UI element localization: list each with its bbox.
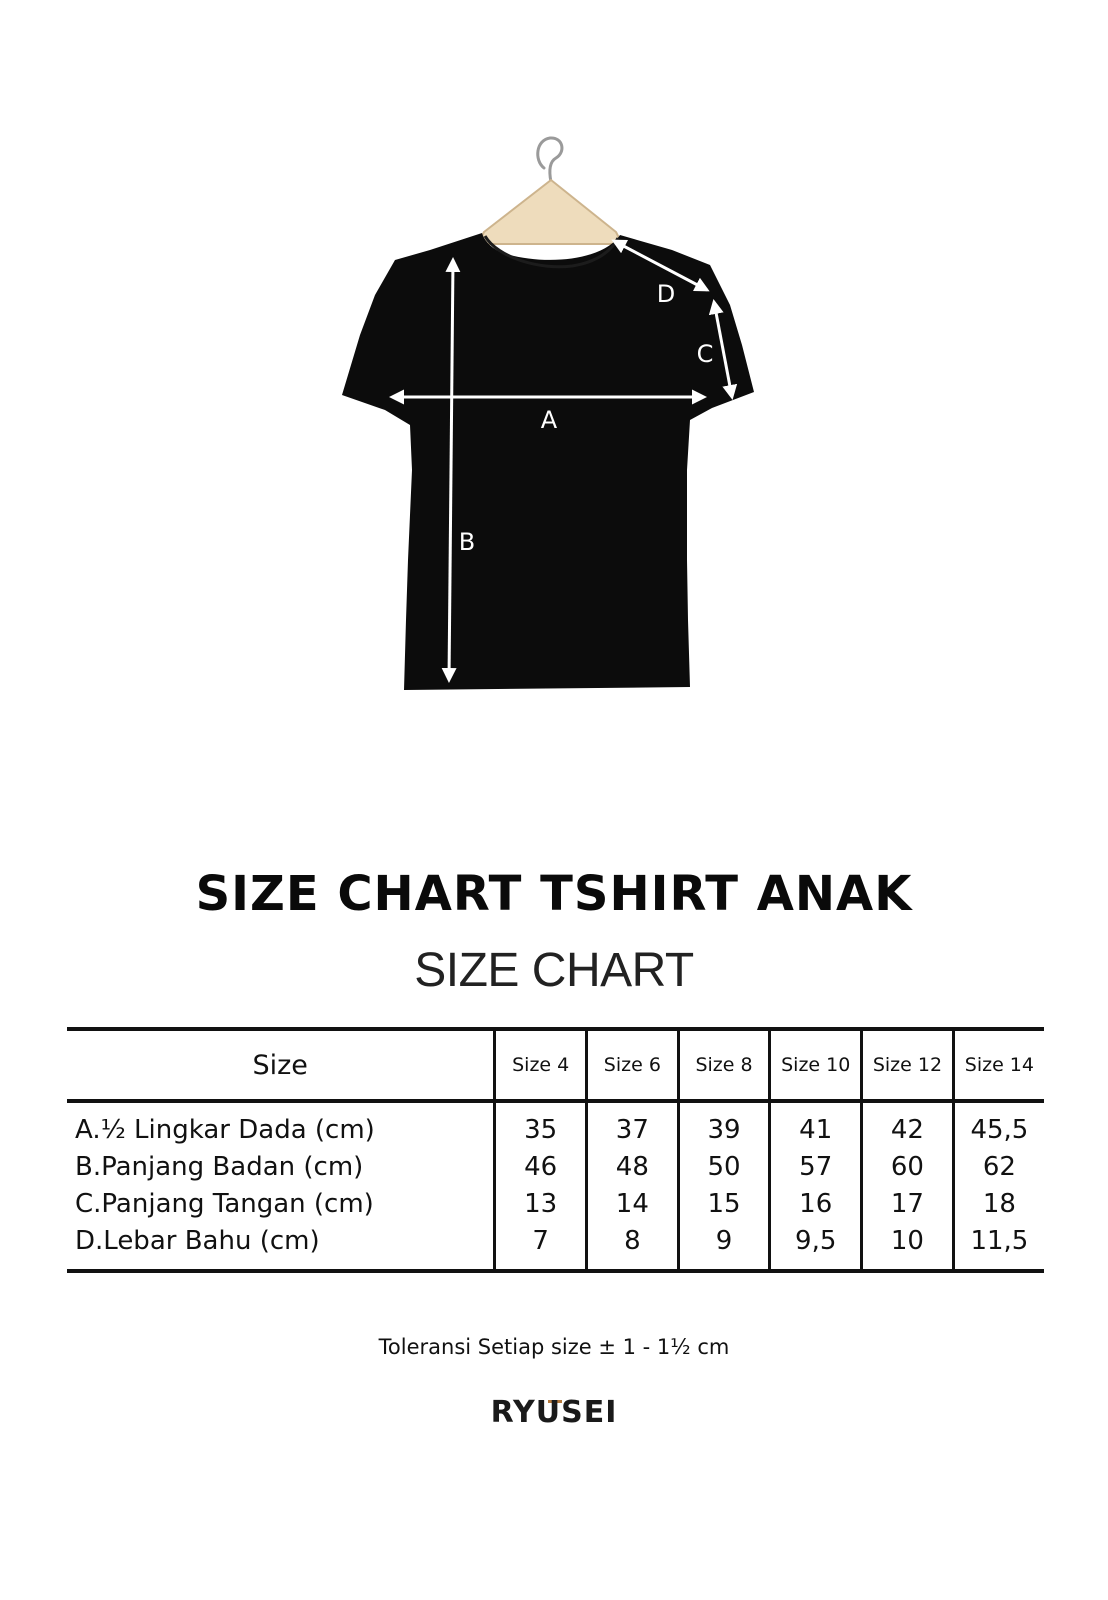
row-label: A.½ Lingkar Dada (cm) [75,1114,375,1145]
tshirt-shape [342,233,754,690]
table-cell: 35 [495,1101,587,1148]
table-cell: 37 [587,1101,679,1148]
table-cell: 7 [495,1222,587,1271]
table-header-size: Size 6 [587,1029,679,1101]
measure-label-c: C [696,340,714,368]
table-cell: 39 [678,1101,770,1148]
row-label: C.Panjang Tangan (cm) [75,1188,374,1219]
measure-label-b: B [458,528,476,556]
table-header-size: Size 12 [862,1029,954,1101]
table-cell: 16 [770,1185,862,1222]
hanger-icon [478,180,622,244]
table-cell: 8 [587,1222,679,1271]
table-cell: 62 [953,1148,1044,1185]
table-cell: 41 [770,1101,862,1148]
table-cell: 11,5 [953,1222,1044,1271]
table-cell: 17 [862,1185,954,1222]
table-row [67,1185,1044,1222]
table-header-row [67,1029,1044,1101]
table-cell: 9 [678,1222,770,1271]
measure-label-d: D [656,280,676,308]
table-cell: 15 [678,1185,770,1222]
table-cell: 57 [770,1148,862,1185]
tshirt-illustration [0,0,1108,760]
table-header-size: Size 4 [495,1029,587,1101]
table-cell: 50 [678,1148,770,1185]
table-header-size: Size 14 [953,1029,1044,1101]
table-cell: 46 [495,1148,587,1185]
table-header-size-label: Size [252,1049,308,1081]
page-title: SIZE CHART TSHIRT ANAK [195,866,913,922]
table-header-size: Size 8 [678,1029,770,1101]
brand-logo: RYUSEI [490,1395,618,1430]
table-row [67,1222,1044,1271]
table-cell: 45,5 [953,1101,1044,1148]
measure-label-a: A [540,406,558,434]
table-row [67,1148,1044,1185]
tolerance-note: Toleransi Setiap size ± 1 - 1½ cm [378,1335,730,1359]
table-cell: 48 [587,1148,679,1185]
table-cell: 9,5 [770,1222,862,1271]
table-cell: 10 [862,1222,954,1271]
table-header-size: Size 10 [770,1029,862,1101]
row-label: B.Panjang Badan (cm) [75,1151,364,1182]
table-row [67,1101,1044,1148]
table-cell: 18 [953,1185,1044,1222]
table-cell: 42 [862,1101,954,1148]
size-table [67,1027,1044,1273]
table-cell: 60 [862,1148,954,1185]
hanger-hook-icon [538,138,562,182]
page-subtitle: SIZE CHART [414,944,694,997]
table-cell: 14 [587,1185,679,1222]
row-label: D.Lebar Bahu (cm) [75,1225,320,1256]
table-cell: 13 [495,1185,587,1222]
